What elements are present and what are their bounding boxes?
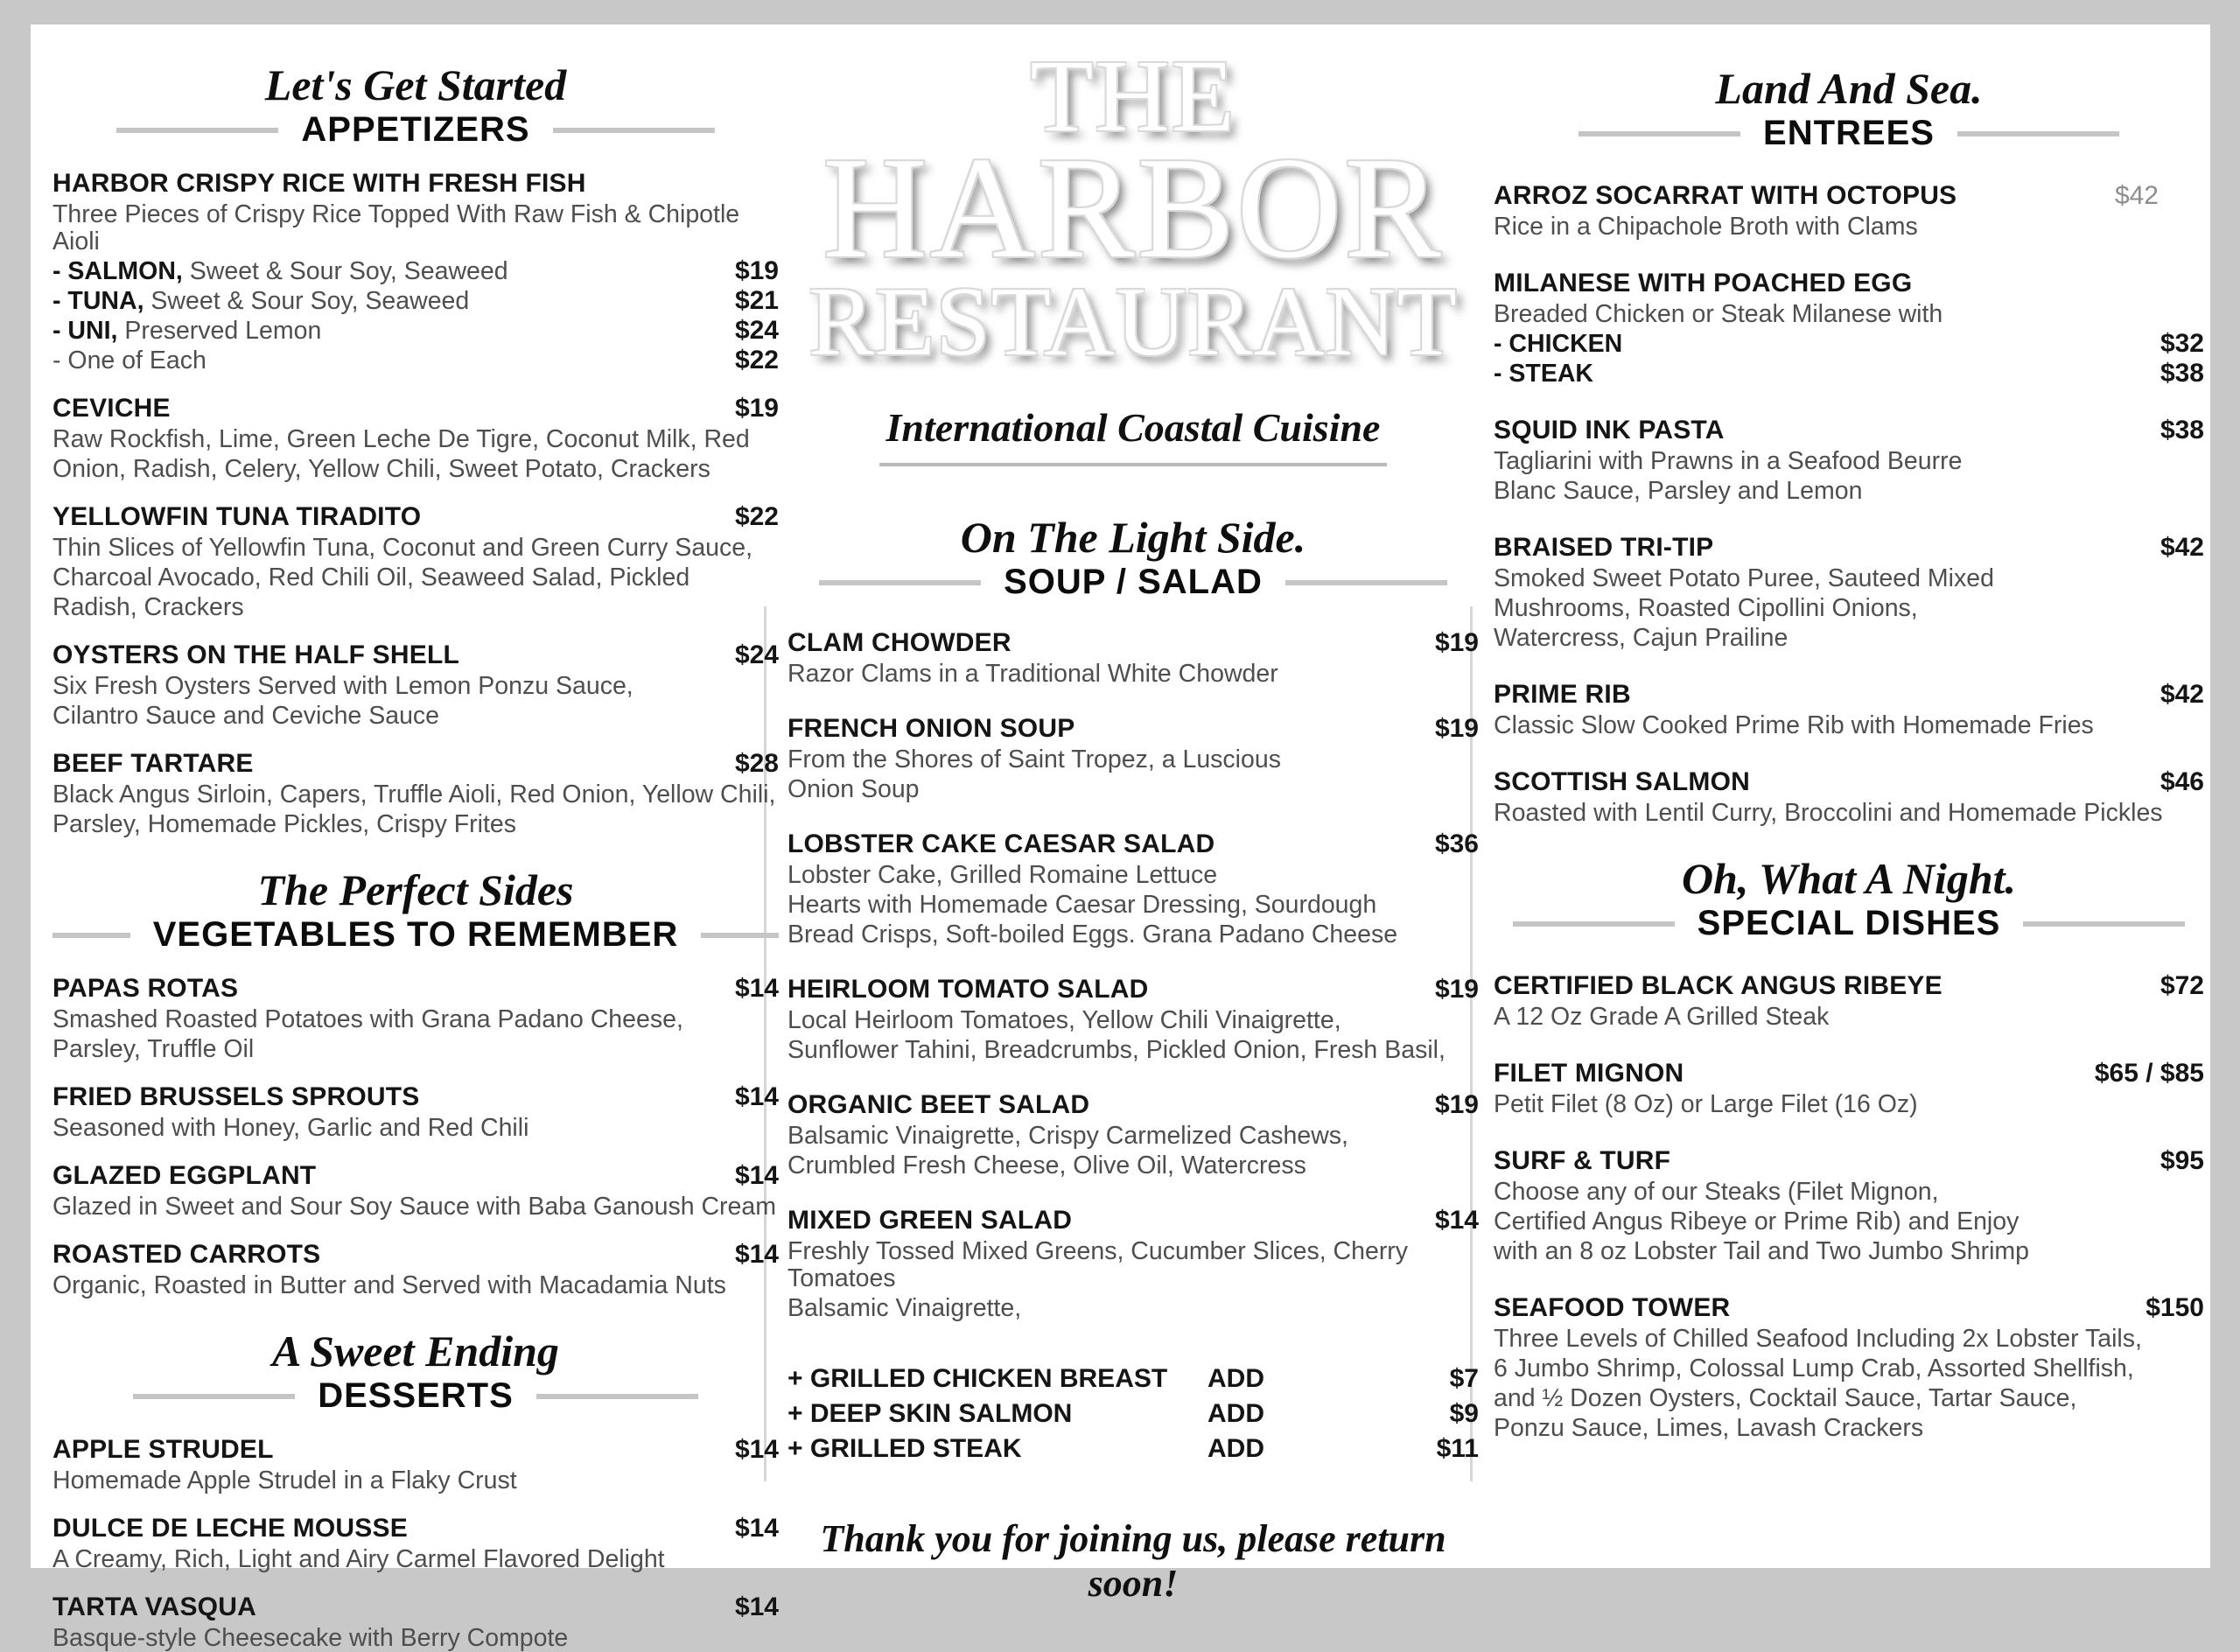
item-name: DULCE DE LECHE MOUSSE xyxy=(52,1514,408,1543)
item-description-line: Three Pieces of Crispy Rice Topped With Raw Fish & Chipotle Aioli xyxy=(52,200,740,256)
item-name-row xyxy=(52,1592,779,1622)
item-description-line: Roasted with Lentil Curry, Broccolini and Homemade Pickles xyxy=(1494,799,2163,827)
item-description-line: Crumbled Fresh Cheese, Olive Oil, Watercress xyxy=(788,1152,1306,1180)
item-name-row xyxy=(788,1090,1479,1120)
item-name-row xyxy=(1494,533,2204,563)
option-price: $22 xyxy=(734,346,779,374)
item-name: OYSTERS ON THE HALF SHELL xyxy=(52,640,460,669)
divider-line xyxy=(133,1394,295,1399)
item-name-row xyxy=(788,975,1479,1004)
item-name: ARROZ SOCARRAT WITH OCTOPUS xyxy=(1494,181,1957,210)
thank-you-note: Thank you for joining us, please return soon! xyxy=(820,1517,1446,1605)
menu-item xyxy=(1494,1059,2204,1118)
item-description-line: Homemade Apple Strudel in a Flaky Crust xyxy=(52,1466,517,1494)
section-heading-row xyxy=(52,110,779,150)
item-name: APPLE STRUDEL xyxy=(52,1435,274,1464)
item-price: $38 xyxy=(2160,416,2204,444)
addon-add-label: ADD xyxy=(1208,1364,1264,1393)
menu-item xyxy=(52,1435,779,1494)
section-heading-row xyxy=(1494,114,2204,153)
menu-item xyxy=(788,1090,1479,1180)
item-description-line: Three Levels of Chilled Seafood Including 2x Lobster Tails, xyxy=(1494,1325,2142,1353)
item-name-row xyxy=(52,169,779,199)
addon-add-label: ADD xyxy=(1208,1399,1264,1428)
item-description-line: Ponzu Sauce, Limes, Lavash Crackers xyxy=(1494,1414,1924,1442)
item-description-line: and ½ Dozen Oysters, Cocktail Sauce, Tartar Sauce, xyxy=(1494,1384,2077,1412)
menu-item xyxy=(52,1514,779,1573)
item-description-line: Thin Slices of Yellowfin Tuna, Coconut and Green Curry Sauce, xyxy=(52,534,753,562)
option-price: $19 xyxy=(734,256,779,285)
item-description-line: Tagliarini with Prawns in a Seafood Beurre xyxy=(1494,447,1963,475)
item-description-line: Sunflower Tahini, Breadcrumbs, Pickled Onion, Fresh Basil, xyxy=(788,1036,1446,1064)
addon-name: + GRILLED STEAK xyxy=(788,1434,1022,1463)
item-description-line: Smoked Sweet Potato Puree, Sauteed Mixed xyxy=(1494,564,1994,592)
item-description-line: Certified Angus Ribeye or Prime Rib) and Enjoy xyxy=(1494,1208,2020,1236)
menu-section xyxy=(1494,63,2204,827)
item-description-line: Radish, Crackers xyxy=(52,593,244,621)
item-description-line: From the Shores of Saint Tropez, a Luscious xyxy=(788,746,1281,774)
menu-item xyxy=(1494,269,2204,388)
item-description-line: Local Heirloom Tomatoes, Yellow Chili Vinaigrette, xyxy=(788,1006,1341,1034)
item-name: SQUID INK PASTA xyxy=(1494,416,1725,444)
option-label xyxy=(52,258,735,285)
item-price: $42 xyxy=(2160,533,2204,562)
section-heading-row xyxy=(1494,904,2204,943)
left-column xyxy=(52,60,779,1652)
menu-item xyxy=(52,1592,779,1652)
item-description-line: Onion Soup xyxy=(788,775,920,803)
addon-price: $7 xyxy=(1449,1364,1479,1393)
item-description-line: Balsamic Vinaigrette, xyxy=(788,1294,1022,1322)
menu-item xyxy=(1494,181,2204,241)
item-price: $14 xyxy=(734,1592,779,1621)
item-name: ORGANIC BEET SALAD xyxy=(788,1090,1090,1119)
script-heading: The Perfect Sides xyxy=(257,865,574,914)
option-label xyxy=(52,347,735,374)
option-label xyxy=(52,288,735,315)
menu-item xyxy=(788,830,1479,948)
item-description-line: Freshly Tossed Mixed Greens, Cucumber Slices, Cherry Tomatoes xyxy=(788,1237,1409,1292)
item-description-line: Onion, Radish, Celery, Yellow Chili, Sweet Potato, Crackers xyxy=(52,455,710,483)
item-price: $14 xyxy=(734,1435,779,1464)
item-description-line: Hearts with Homemade Caesar Dressing, Sourdough xyxy=(788,891,1377,919)
item-description-line: Breaded Chicken or Steak Milanese with xyxy=(1494,300,1943,328)
menu-item xyxy=(52,749,779,838)
option-row xyxy=(1494,330,2204,358)
item-price: $150 xyxy=(2146,1293,2204,1322)
item-price: $36 xyxy=(1434,830,1479,858)
item-description-line: Basque-style Cheesecake with Berry Compote xyxy=(52,1624,569,1652)
script-heading: Let's Get Started xyxy=(264,60,567,109)
item-description-line: A 12 Oz Grade A Grilled Steak xyxy=(1494,1003,1830,1031)
addon-row xyxy=(788,1399,1479,1429)
item-name: SCOTTISH SALMON xyxy=(1494,767,1750,796)
option-row xyxy=(52,317,779,345)
item-price: $19 xyxy=(1434,628,1479,657)
item-name-row xyxy=(52,640,779,670)
addon-name: + DEEP SKIN SALMON xyxy=(788,1399,1073,1428)
option-label xyxy=(1494,360,2160,388)
item-name-row xyxy=(52,1082,779,1112)
script-heading: Land And Sea. xyxy=(1715,64,1983,113)
divider-line xyxy=(553,128,715,133)
item-description-line: Parsley, Homemade Pickles, Crispy Frites xyxy=(52,810,517,838)
addon-price: $11 xyxy=(1436,1434,1479,1463)
section-heading-row xyxy=(788,563,1479,602)
addon-name: + GRILLED CHICKEN BREAST xyxy=(788,1364,1168,1393)
item-name-row xyxy=(788,830,1479,859)
item-name-row xyxy=(1494,767,2204,797)
item-name: MIXED GREEN SALAD xyxy=(788,1206,1073,1235)
option-label xyxy=(1494,331,2160,358)
menu-item xyxy=(788,628,1479,688)
option-description: Sweet & Sour Soy, Seaweed xyxy=(182,257,508,285)
item-description-line: Choose any of our Steaks (Filet Mignon, xyxy=(1494,1178,1939,1206)
section-heading-row xyxy=(52,1376,779,1416)
item-name-row xyxy=(1494,1059,2204,1088)
item-description-line: Parsley, Truffle Oil xyxy=(52,1035,255,1063)
logo-word-harbor: HARBOR xyxy=(822,127,1444,288)
item-description-line: Raw Rockfish, Lime, Green Leche De Tigre, Coconut Milk, Red xyxy=(52,425,750,453)
menu-item xyxy=(788,1206,1479,1322)
item-name: YELLOWFIN TUNA TIRADITO xyxy=(52,502,422,531)
menu-section xyxy=(788,512,1479,1464)
item-name: HARBOR CRISPY RICE WITH FRESH FISH xyxy=(52,169,586,198)
menu-item xyxy=(1494,533,2204,652)
item-price: $14 xyxy=(1434,1206,1479,1235)
option-row xyxy=(52,287,779,315)
menu-item xyxy=(788,975,1479,1064)
option-name: - TUNA, xyxy=(52,287,144,315)
item-description-line: Rice in a Chipachole Broth with Clams xyxy=(1494,213,1918,241)
item-price: $19 xyxy=(1434,975,1479,1004)
script-heading: On The Light Side. xyxy=(960,513,1306,562)
item-description-line: Cilantro Sauce and Ceviche Sauce xyxy=(52,702,440,730)
item-name-row xyxy=(52,1161,779,1191)
item-name: FILET MIGNON xyxy=(1494,1059,1684,1088)
option-name: - One of Each xyxy=(52,346,206,374)
script-heading: Oh, What A Night. xyxy=(1681,854,2017,903)
menu-item xyxy=(52,1240,779,1299)
menu-item xyxy=(1494,971,2204,1031)
item-price: $42 xyxy=(2160,680,2204,709)
menu-item xyxy=(52,394,779,483)
item-description-line: Balsamic Vinaigrette, Crispy Carmelized Cashews, xyxy=(788,1122,1348,1150)
item-description-line: Bread Crisps, Soft-boiled Eggs. Grana Padano Cheese xyxy=(788,920,1398,948)
item-price: $19 xyxy=(1434,714,1479,743)
item-description-line: Six Fresh Oysters Served with Lemon Ponzu Sauce, xyxy=(52,672,634,700)
logo-word-the: THE xyxy=(1030,38,1236,153)
item-name: SURF & TURF xyxy=(1494,1146,1671,1175)
divider-line xyxy=(1285,580,1447,585)
item-name-row xyxy=(52,1514,779,1544)
option-name: - STEAK xyxy=(1494,360,1593,388)
menu-item xyxy=(1494,1293,2204,1442)
item-name: PRIME RIB xyxy=(1494,680,1631,709)
item-price: $14 xyxy=(734,1514,779,1543)
item-name-row xyxy=(52,1435,779,1465)
menu-item xyxy=(1494,416,2204,505)
item-name: FRENCH ONION SOUP xyxy=(788,714,1075,743)
item-name: BEEF TARTARE xyxy=(52,749,254,778)
addon-add-label: ADD xyxy=(1208,1434,1264,1463)
item-description-line: Watercress, Cajun Prailine xyxy=(1494,624,1788,652)
item-description-line: 6 Jumbo Shrimp, Colossal Lump Crab, Assorted Shellfish, xyxy=(1494,1354,2134,1382)
divider-line xyxy=(536,1394,698,1399)
addon-row xyxy=(788,1434,1479,1464)
option-name: - SALMON, xyxy=(52,257,183,285)
option-row xyxy=(52,257,779,285)
divider-line xyxy=(1957,131,2119,136)
item-name-row xyxy=(788,628,1479,658)
option-price: $32 xyxy=(2160,329,2204,358)
item-name-row xyxy=(52,974,779,1004)
section-heading-row xyxy=(52,915,779,955)
item-name: GLAZED EGGPLANT xyxy=(52,1161,317,1190)
option-price: $38 xyxy=(2160,359,2204,388)
item-price: $28 xyxy=(734,749,779,778)
item-name-row xyxy=(1494,1146,2204,1176)
menu-item xyxy=(52,502,779,621)
item-price: $42 xyxy=(2114,181,2159,210)
option-label xyxy=(52,318,735,345)
item-name: BRAISED TRI-TIP xyxy=(1494,533,1714,562)
item-price: $14 xyxy=(734,1240,779,1269)
tagline-underline xyxy=(879,463,1387,466)
option-description: Sweet & Sour Soy, Seaweed xyxy=(144,287,470,315)
section-heading: ENTREES xyxy=(1763,114,1935,152)
item-name-row xyxy=(1494,971,2204,1001)
divider-line xyxy=(116,128,278,133)
menu-item xyxy=(1494,767,2204,827)
menu-item xyxy=(52,640,779,730)
item-description-line: Blanc Sauce, Parsley and Lemon xyxy=(1494,477,1863,505)
item-price: $65 / $85 xyxy=(2094,1059,2204,1088)
item-description-line: Seasoned with Honey, Garlic and Red Chili xyxy=(52,1114,529,1142)
item-description-line: Organic, Roasted in Butter and Served with Macadamia Nuts xyxy=(52,1271,726,1299)
item-description-line: Black Angus Sirloin, Capers, Truffle Aioli, Red Onion, Yellow Chili, xyxy=(52,780,776,808)
item-name: ROASTED CARROTS xyxy=(52,1240,321,1269)
menu-item xyxy=(1494,680,2204,739)
item-price: $19 xyxy=(1434,1090,1479,1119)
menu-item xyxy=(52,974,779,1063)
item-price: $14 xyxy=(734,1161,779,1190)
item-name: LOBSTER CAKE CAESAR SALAD xyxy=(788,830,1215,858)
addon-row xyxy=(788,1364,1479,1394)
item-name: FRIED BRUSSELS SPROUTS xyxy=(52,1082,420,1111)
item-price: $24 xyxy=(734,640,779,669)
item-name-row xyxy=(1494,680,2204,710)
item-name-row xyxy=(1494,1293,2204,1323)
item-description-line: A Creamy, Rich, Light and Airy Carmel Flavored Delight xyxy=(52,1545,665,1573)
section-heading: VEGETABLES TO REMEMBER xyxy=(152,915,679,954)
script-heading: A Sweet Ending xyxy=(272,1326,559,1376)
item-name-row xyxy=(1494,416,2204,445)
item-price: $46 xyxy=(2160,767,2204,796)
menu-section xyxy=(52,864,779,1299)
item-price: $19 xyxy=(734,394,779,423)
menu-item xyxy=(52,169,779,374)
item-price: $72 xyxy=(2160,971,2204,1000)
item-price: $14 xyxy=(734,974,779,1003)
item-name: HEIRLOOM TOMATO SALAD xyxy=(788,975,1149,1004)
item-name: TARTA VASQUA xyxy=(52,1592,256,1621)
item-name: SEAFOOD TOWER xyxy=(1494,1293,1731,1322)
divider-line xyxy=(52,933,130,938)
item-name: CERTIFIED BLACK ANGUS RIBEYE xyxy=(1494,971,1942,1000)
divider-line xyxy=(2023,921,2185,927)
item-description-line: Glazed in Sweet and Sour Soy Sauce with Baba Ganoush Cream xyxy=(52,1193,776,1221)
divider-line xyxy=(1513,921,1675,927)
menu-item xyxy=(1494,1146,2204,1265)
item-description-line: Lobster Cake, Grilled Romaine Lettuce xyxy=(788,861,1218,889)
option-price: $24 xyxy=(734,316,779,345)
item-name-row xyxy=(52,502,779,532)
menu-item xyxy=(52,1161,779,1221)
center-sections xyxy=(788,512,1479,1464)
divider-line xyxy=(701,933,779,938)
option-row xyxy=(1494,360,2204,388)
option-description: Preserved Lemon xyxy=(117,317,322,345)
section-heading: APPETIZERS xyxy=(301,110,530,149)
restaurant-logo xyxy=(788,38,1479,376)
menu-item xyxy=(788,714,1479,803)
item-description-line: Smashed Roasted Potatoes with Grana Padano Cheese, xyxy=(52,1005,683,1033)
option-name: - UNI, xyxy=(52,317,118,345)
item-name: CEVICHE xyxy=(52,394,171,423)
menu-section xyxy=(1494,853,2204,1442)
item-price: $22 xyxy=(734,502,779,531)
item-description-line: Petit Filet (8 Oz) or Large Filet (16 Oz) xyxy=(1494,1090,1918,1118)
item-description-line: with an 8 oz Lobster Tail and Two Jumbo Shrimp xyxy=(1494,1237,2030,1265)
option-price: $21 xyxy=(734,286,779,315)
item-name: PAPAS ROTAS xyxy=(52,974,239,1003)
item-name: CLAM CHOWDER xyxy=(788,628,1012,657)
menu-section xyxy=(52,60,779,838)
item-description-line: Mushrooms, Roasted Cipollini Onions, xyxy=(1494,594,1918,622)
item-price: $95 xyxy=(2160,1146,2204,1175)
section-heading: SPECIAL DISHES xyxy=(1697,904,2001,942)
item-price: $14 xyxy=(734,1082,779,1111)
option-row xyxy=(52,346,779,374)
option-name: - CHICKEN xyxy=(1494,330,1623,358)
item-name-row xyxy=(788,714,1479,744)
logo-word-restaurant: RESTAURANT xyxy=(808,268,1458,376)
divider-line xyxy=(819,580,981,585)
item-name-row xyxy=(1494,269,2204,298)
item-name-row xyxy=(1494,181,2204,211)
item-name-row xyxy=(52,394,779,424)
menu-item xyxy=(52,1082,779,1142)
menu-page xyxy=(31,24,2210,1652)
tagline: International Coastal Cuisine xyxy=(886,405,1381,450)
item-name-row xyxy=(52,749,779,779)
item-description-line: Charcoal Avocado, Red Chili Oil, Seaweed Salad, Pickled xyxy=(52,564,690,592)
item-name-row xyxy=(52,1240,779,1270)
item-description-line: Classic Slow Cooked Prime Rib with Homemade Fries xyxy=(1494,711,2094,739)
addon-price: $9 xyxy=(1449,1399,1479,1428)
center-column xyxy=(788,38,1479,1606)
section-heading: SOUP / SALAD xyxy=(1004,563,1263,601)
item-name: MILANESE WITH POACHED EGG xyxy=(1494,269,1913,298)
right-column xyxy=(1494,63,2204,1442)
menu-section xyxy=(52,1326,779,1652)
item-name-row xyxy=(788,1206,1479,1236)
divider-line xyxy=(1578,131,1740,136)
section-heading: DESSERTS xyxy=(318,1376,514,1415)
item-description-line: Razor Clams in a Traditional White Chowder xyxy=(788,660,1278,688)
